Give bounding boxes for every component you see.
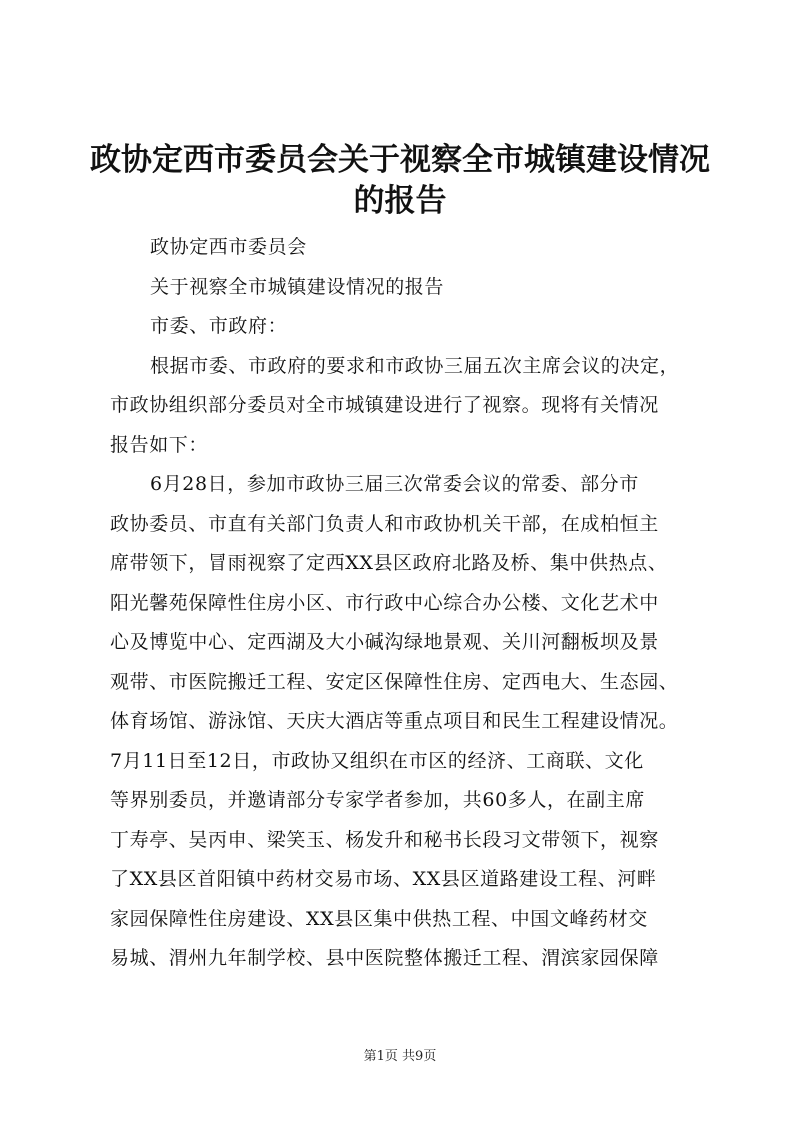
paragraph-line: 阳光馨苑保障性住房小区、市行政中心综合办公楼、文化艺术中 — [110, 591, 659, 614]
paragraph-line: 家园保障性住房建设、XX县区集中供热工程、中国文峰药材交 — [110, 907, 648, 930]
document-title — [90, 140, 710, 222]
page-footer — [0, 1045, 800, 1064]
org-name: 政协定西市委员会 — [150, 236, 307, 258]
paragraph-line: 7月11日至12日，市政协又组织在市区的经济、工商联、文化 — [110, 749, 644, 772]
paragraph-line: 根据市委、市政府的要求和市政协三届五次主席会议的决定， — [150, 354, 680, 377]
title-line: 的报告 — [353, 183, 447, 219]
paragraph-line: 观带、市医院搬迁工程、安定区保障性住房、定西电大、生态园、 — [110, 670, 679, 693]
paragraph-line: 体育场馆、游泳馆、天庆大酒店等重点项目和民生工程建设情况。 — [110, 710, 679, 732]
report-subtitle: 关于视察全市城镇建设情况的报告 — [150, 275, 445, 298]
paragraph-line: 易城、渭州九年制学校、县中医院整体搬迁工程、渭滨家园保障 — [110, 947, 659, 969]
title-line: 政协定西市委员会关于视察全市城镇建设情况 — [90, 142, 710, 178]
paragraph-line: 6月28日，参加市政协三届三次常委会议的常委、部分市 — [150, 473, 639, 495]
paragraph-line: 等界别委员，并邀请部分专家学者参加，共60多人，在副主席 — [110, 789, 645, 811]
paragraph-line: 心及博览中心、定西湖及大小碱沟绿地景观、关川河翻板坝及景 — [110, 631, 659, 653]
paragraph-line: 丁寿亭、吴丙申、梁笑玉、杨发升和秘书长段习文带领下，视察 — [110, 828, 659, 851]
paragraph-line: 报告如下： — [110, 433, 209, 456]
document-body — [110, 228, 710, 979]
page-number: 第1页 共9页 — [363, 1049, 437, 1064]
paragraph-line: 政协委员、市直有关部门负责人和市政协机关干部，在成柏恒主 — [110, 512, 659, 535]
paragraph-line: 了XX县区首阳镇中药材交易市场、XX县区道路建设工程、河畔 — [110, 868, 657, 890]
paragraph-line: 市政协组织部分委员对全市城镇建设进行了视察。现将有关情况 — [110, 394, 659, 416]
paragraph-line: 席带领下，冒雨视察了定西XX县区政府北路及桥、集中供热点、 — [110, 552, 668, 574]
salutation: 市委、市政府： — [150, 315, 288, 337]
